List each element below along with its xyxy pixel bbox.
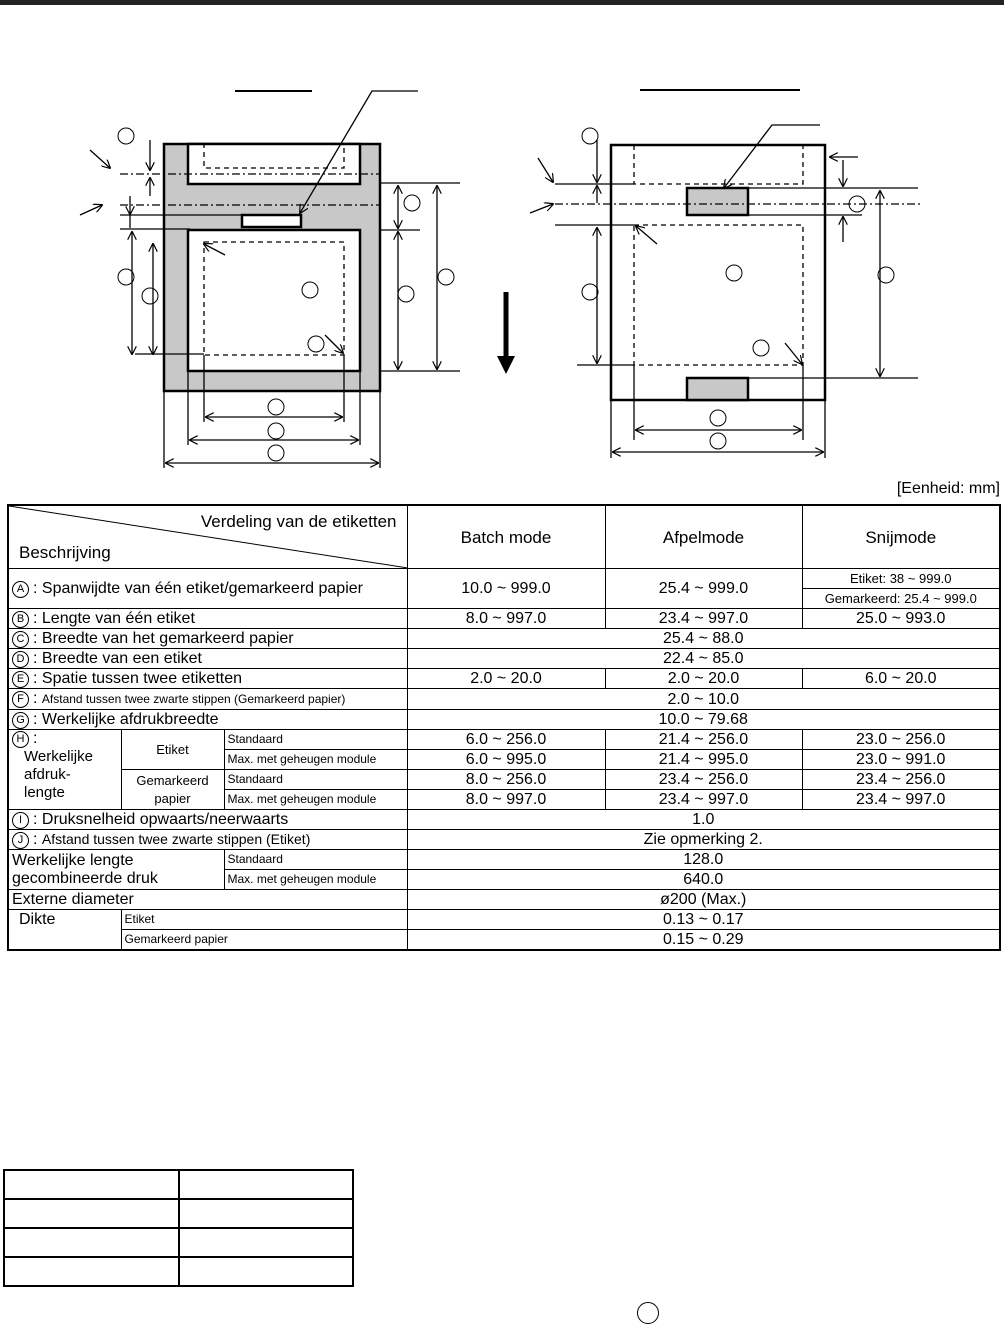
grid-row	[4, 1228, 353, 1257]
grid-cell	[179, 1199, 354, 1228]
label-dimension-diagram	[0, 0, 1004, 475]
row-a-cut-tag: Gemarkeerd: 25.4 ~ 999.0	[802, 589, 1000, 609]
row-b-cut: 25.0 ~ 993.0	[802, 609, 1000, 629]
letter-e-circle: E	[12, 671, 29, 688]
row-h-label-max-cut: 23.0 ~ 991.0	[802, 750, 1000, 770]
table-row-combined-1	[8, 850, 1000, 870]
table-row-c	[8, 629, 1000, 649]
header-distribution-label: Verdeling van de etiketten	[200, 512, 397, 531]
row-h-tag-max-batch: 8.0 ~ 997.0	[407, 790, 605, 810]
tag-paper-drawing	[530, 90, 920, 458]
letter-i-circle: I	[12, 812, 29, 829]
grid-cell	[4, 1170, 179, 1199]
row-thickness-label-value: 0.13 ~ 0.17	[407, 910, 1000, 930]
letter-a-circle: A	[12, 581, 29, 598]
letter-g-circle: G	[12, 712, 29, 729]
row-e-batch: 2.0 ~ 20.0	[407, 669, 605, 689]
header-peel-mode: Afpelmode	[605, 505, 802, 569]
table-header-row	[8, 505, 1000, 569]
row-b-label-cell: B : Lengte van één etiket	[8, 609, 407, 629]
row-i-value: 1.0	[407, 810, 1000, 830]
header-description-label: Beschrijving	[19, 543, 111, 562]
row-h-label-max-batch: 6.0 ~ 995.0	[407, 750, 605, 770]
row-a-cut-label: Etiket: 38 ~ 999.0	[802, 569, 1000, 589]
table-row-d	[8, 649, 1000, 669]
row-d-label-cell: D : Breedte van een etiket	[8, 649, 407, 669]
table-row-diameter	[8, 890, 1000, 910]
row-h-label-max-peel: 21.4 ~ 995.0	[605, 750, 802, 770]
row-h-tag-std-peel: 23.4 ~ 256.0	[605, 770, 802, 790]
grid-cell	[179, 1170, 354, 1199]
row-i-label: Druksnelheid opwaarts/neerwaarts	[41, 811, 289, 828]
letter-c-circle: C	[12, 631, 29, 648]
grid-cell	[179, 1257, 354, 1286]
row-combined-max-value: 640.0	[407, 870, 1000, 890]
row-h-sublabel: Werkelijke afdruk-lengte	[24, 748, 93, 801]
header-cut-mode: Snijmode	[802, 505, 1000, 569]
row-c-label: Breedte van het gemarkeerd papier	[41, 630, 294, 647]
table-row-thickness-2	[8, 930, 1000, 951]
letter-f-circle: F	[12, 691, 29, 708]
header-description-cell	[8, 505, 407, 569]
table-row-thickness-1	[8, 910, 1000, 930]
row-h-tag-std-cut: 23.4 ~ 256.0	[802, 770, 1000, 790]
row-diameter-value: ø200 (Max.)	[407, 890, 1000, 910]
row-h-colon: :	[33, 730, 38, 747]
feed-direction-arrow	[497, 292, 515, 374]
row-thickness-tag-row: Gemarkeerd papier	[121, 930, 407, 951]
row-combined-standard: Standaard	[224, 850, 407, 870]
grid-row	[4, 1170, 353, 1199]
row-e-label-cell: E : Spatie tussen twee etiketten	[8, 669, 407, 689]
row-b-peel: 23.4 ~ 997.0	[605, 609, 802, 629]
table-row-h-1	[8, 730, 1000, 750]
row-d-value: 22.4 ~ 85.0	[407, 649, 1000, 669]
row-j-value: Zie opmerking 2.	[407, 830, 1000, 850]
label-spec-table	[7, 504, 1001, 951]
row-b-label: Lengte van één etiket	[41, 610, 195, 627]
row-e-label: Spatie tussen twee etiketten	[41, 670, 243, 687]
grid-cell	[4, 1228, 179, 1257]
row-h-tag-max: Max. met geheugen module	[224, 790, 407, 810]
row-h-tag-standard: Standaard	[224, 770, 407, 790]
row-h-tag-max-peel: 23.4 ~ 997.0	[605, 790, 802, 810]
row-h-tag-std-batch: 8.0 ~ 256.0	[407, 770, 605, 790]
header-batch-mode: Batch mode	[407, 505, 605, 569]
table-row-b	[8, 609, 1000, 629]
grid-row	[4, 1257, 353, 1286]
row-f-label: Afstand tussen twee zwarte stippen (Gemarkeerd papier)	[41, 692, 346, 706]
grid-cell	[4, 1199, 179, 1228]
row-h-label-std-cut: 23.0 ~ 256.0	[802, 730, 1000, 750]
row-a-batch: 10.0 ~ 999.0	[407, 569, 605, 609]
row-thickness-label-row: Etiket	[121, 910, 407, 930]
letter-j-circle: J	[12, 832, 29, 849]
grid-cell	[179, 1228, 354, 1257]
row-e-peel: 2.0 ~ 20.0	[605, 669, 802, 689]
row-h-label-std-batch: 6.0 ~ 256.0	[407, 730, 605, 750]
letter-h-circle: H	[12, 731, 29, 748]
letter-b-circle: B	[12, 611, 29, 628]
table-row-h-3	[8, 770, 1000, 790]
row-e-cut: 6.0 ~ 20.0	[802, 669, 1000, 689]
empty-grid-table	[3, 1169, 354, 1287]
table-row-g	[8, 710, 1000, 730]
row-h-label-cell	[8, 730, 121, 810]
row-diameter-label: Externe diameter	[8, 890, 407, 910]
grid-row	[4, 1199, 353, 1228]
unit-note: [Eenheid: mm]	[896, 480, 1000, 497]
row-f-label-cell: F : Afstand tussen twee zwarte stippen (Gemarkeerd papier)	[8, 689, 407, 710]
row-a-label: Spanwijdte van één etiket/gemarkeerd papier	[41, 579, 363, 597]
row-d-label: Breedte van een etiket	[41, 650, 202, 667]
row-h-label-std-peel: 21.4 ~ 256.0	[605, 730, 802, 750]
grid-cell	[4, 1257, 179, 1286]
row-j-label-cell: J : Afstand tussen twee zwarte stippen (Etiket)	[8, 830, 407, 850]
letter-d-circle: D	[12, 651, 29, 668]
row-thickness-tag-value: 0.15 ~ 0.29	[407, 930, 1000, 951]
row-b-batch: 8.0 ~ 997.0	[407, 609, 605, 629]
row-i-label-cell: I : Druksnelheid opwaarts/neerwaarts	[8, 810, 407, 830]
row-a-peel: 25.4 ~ 999.0	[605, 569, 802, 609]
callout-circle	[637, 1302, 659, 1324]
row-h-tag-group: Gemarkeerd papier	[121, 770, 224, 810]
row-f-value: 2.0 ~ 10.0	[407, 689, 1000, 710]
row-combined-max: Max. met geheugen module	[224, 870, 407, 890]
row-a-label-cell: A : Spanwijdte van één etiket/gemarkeerd papier	[8, 569, 407, 609]
table-row-e	[8, 669, 1000, 689]
row-combined-label: Werkelijke lengte gecombineerde druk	[8, 850, 224, 890]
label-paper-drawing	[80, 91, 460, 468]
row-combined-standard-value: 128.0	[407, 850, 1000, 870]
table-row-f	[8, 689, 1000, 710]
row-h-tag-max-cut: 23.4 ~ 997.0	[802, 790, 1000, 810]
row-g-label-cell: G : Werkelijke afdrukbreedte	[8, 710, 407, 730]
row-thickness-label: Dikte	[8, 910, 121, 951]
row-h-label-group: Etiket	[121, 730, 224, 770]
row-h-label-standard: Standaard	[224, 730, 407, 750]
row-c-label-cell: C : Breedte van het gemarkeerd papier	[8, 629, 407, 649]
row-g-label: Werkelijke afdrukbreedte	[41, 711, 219, 728]
table-row-a	[8, 569, 1000, 589]
row-c-value: 25.4 ~ 88.0	[407, 629, 1000, 649]
table-row-i	[8, 810, 1000, 830]
row-h-label-max: Max. met geheugen module	[224, 750, 407, 770]
row-g-value: 10.0 ~ 79.68	[407, 710, 1000, 730]
table-row-j	[8, 830, 1000, 850]
row-j-label: Afstand tussen twee zwarte stippen (Etiket)	[41, 831, 311, 847]
